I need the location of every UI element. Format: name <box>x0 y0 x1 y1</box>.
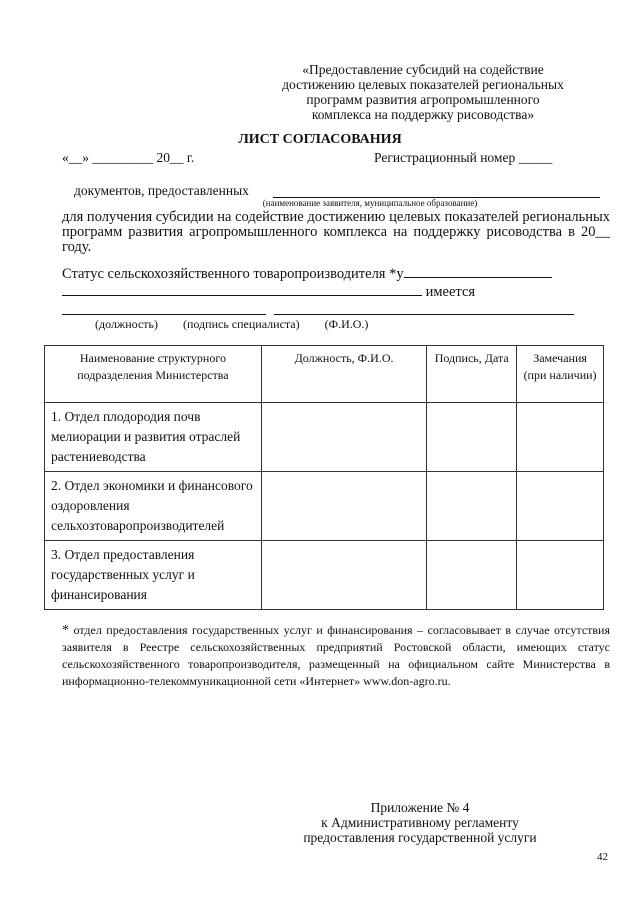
fio-caption: (Ф.И.О.) <box>324 317 369 331</box>
appendix-caption <box>270 800 570 845</box>
table-header-row <box>45 346 604 403</box>
table-row <box>45 472 604 541</box>
purpose-paragraph: для получения субсидии на содействие достижению целевых показателей региональных программ развития агропромышленного комплекса на поддержку рисоводства в 20__ году. <box>62 209 610 255</box>
appendix-line: предоставления государственной услуги <box>303 830 537 845</box>
header-line: «Предоставление субсидий на содействие <box>302 62 544 77</box>
fio-fill-line <box>414 314 574 315</box>
appendix-line: к Административному регламенту <box>321 815 519 830</box>
signature-cell[interactable] <box>427 472 517 541</box>
department-cell: 3. Отдел предоставления государственных услуг и финансирования <box>45 541 262 610</box>
department-cell: 1. Отдел плодородия почв мелиорации и развития отраслей растениеводства <box>45 403 262 472</box>
footnote <box>62 622 610 690</box>
service-name-header <box>250 62 596 122</box>
signature-cell[interactable] <box>427 541 517 610</box>
col-header-signature: Подпись, Дата <box>427 346 517 403</box>
page-title: ЛИСТ СОГЛАСОВАНИЯ <box>238 132 402 147</box>
table-row <box>45 403 604 472</box>
remarks-cell[interactable] <box>517 472 604 541</box>
position-caption: (должность) <box>95 317 158 331</box>
position-fill-line <box>62 314 266 315</box>
appendix-line: Приложение № 4 <box>370 800 470 815</box>
page-number: 42 <box>597 851 608 863</box>
status-fill-line <box>404 265 552 278</box>
signature-fill-line <box>274 314 420 315</box>
position-cell[interactable] <box>261 472 426 541</box>
documents-label: документов, предоставленных <box>74 183 249 198</box>
registration-number-line: Регистрационный номер _____ <box>374 150 553 165</box>
remarks-cell[interactable] <box>517 403 604 472</box>
remarks-cell[interactable] <box>517 541 604 610</box>
signature-lines <box>62 300 612 316</box>
footnote-marker: * <box>62 623 69 638</box>
header-line: программ развития агропромышленного <box>306 92 540 107</box>
exists-line <box>62 284 475 301</box>
header-line: комплекса на поддержку рисоводства» <box>311 107 535 122</box>
position-cell[interactable] <box>261 541 426 610</box>
department-cell: 2. Отдел экономики и финансового оздоровления сельхозтоваропроизводителей <box>45 472 262 541</box>
position-cell[interactable] <box>261 403 426 472</box>
date-line: «__» _________ 20__ г. <box>62 150 195 165</box>
signature-captions <box>95 317 390 332</box>
col-header-position: Должность, Ф.И.О. <box>261 346 426 403</box>
col-header-department: Наименование структурного подразделения Министерства <box>45 346 262 403</box>
col-header-remarks: Замечания (при наличии) <box>517 346 604 403</box>
exists-text: имеется <box>425 284 476 300</box>
table-row <box>45 541 604 610</box>
status-line <box>62 265 610 283</box>
footnote-text: отдел предоставления государственных услуг и финансирования – согласовывает в случае отсутствия заявителя в Реестре сельскохозяйственных предприятий Ростовской области, имеющих статус сельскохозяйственного товаропроизводителя, размещенный на официальном сайте Министерства в информационно-телекоммуникационной сети «Интернет» www.don-agro.ru. <box>62 623 610 688</box>
exists-fill-line <box>62 284 422 296</box>
header-line: достижению целевых показателей региональных <box>282 77 564 92</box>
status-text: Статус сельскохозяйственного товаропроизводителя *у <box>62 266 404 282</box>
signature-cell[interactable] <box>427 403 517 472</box>
applicant-field-caption: (наименование заявителя, муниципальное образование) <box>262 198 478 208</box>
approval-table <box>44 345 604 610</box>
signature-caption: (подпись специалиста) <box>182 317 300 331</box>
